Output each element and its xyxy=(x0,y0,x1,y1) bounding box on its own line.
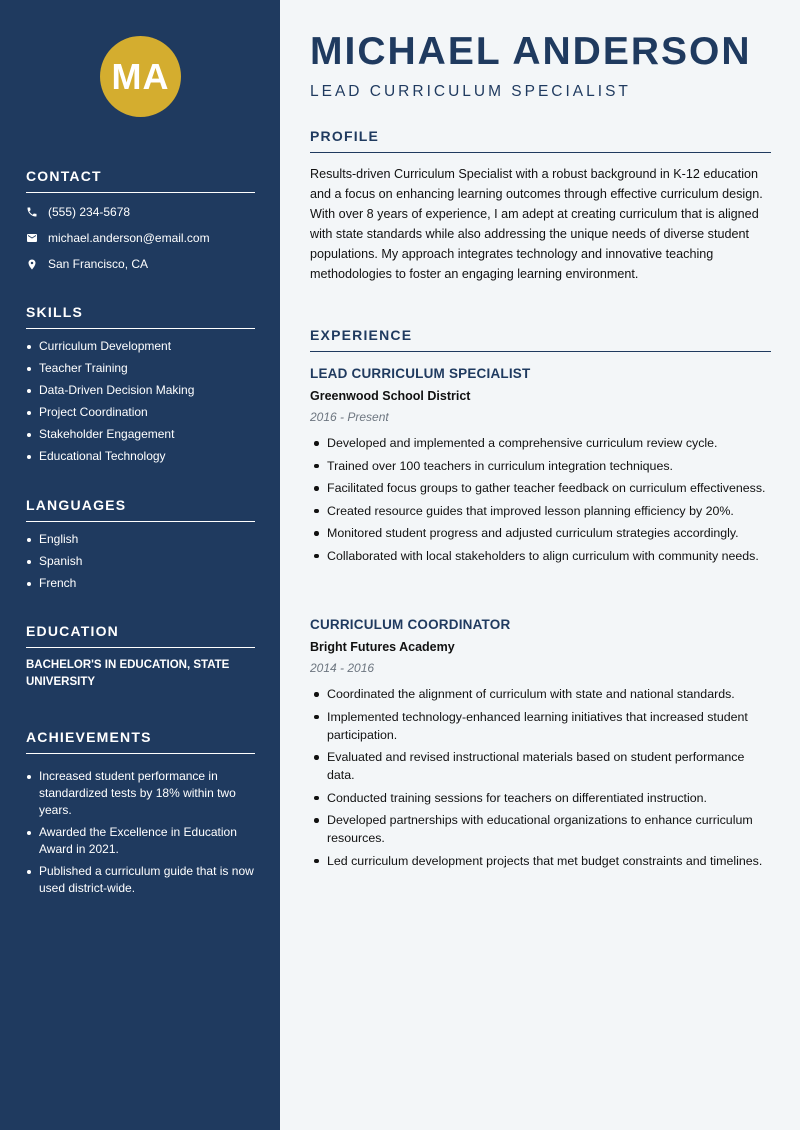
education-heading: EDUCATION xyxy=(26,623,255,648)
languages-section xyxy=(26,497,255,597)
sidebar xyxy=(0,0,280,1130)
list-item: Increased student performance in standardized tests by 18% within two years. xyxy=(26,768,255,819)
list-item: Conducted training sessions for teachers on differentiated instruction. xyxy=(310,789,771,807)
list-item: Monitored student progress and adjusted curriculum strategies accordingly. xyxy=(310,524,771,542)
list-item: Evaluated and revised instructional materials based on student performance data. xyxy=(310,748,771,784)
job-entry xyxy=(310,366,771,569)
list-item: Awarded the Excellence in Education Award in 2021. xyxy=(26,824,255,858)
job-title: LEAD CURRICULUM SPECIALIST xyxy=(310,366,531,381)
job-entry xyxy=(310,617,771,874)
profile-text: Results-driven Curriculum Specialist with a robust background in K-12 education and a focus on enhancing learning outcomes through effective curriculum design. With over 8 years of experience, I am adept at creating curriculum that is aligned with state standards while also addressing the unique needs of diverse student populations. My approach integrates technology and innovative teaching methodologies to foster an engaging learning environment. xyxy=(310,167,763,281)
list-item: Trained over 100 teachers in curriculum integration techniques. xyxy=(310,457,771,475)
list-item: Developed partnerships with educational organizations to enhance curriculum resources. xyxy=(310,811,771,847)
list-item: French xyxy=(26,575,255,592)
list-item: Spanish xyxy=(26,553,255,570)
achievements-section xyxy=(26,729,255,902)
languages-heading: LANGUAGES xyxy=(26,497,255,522)
list-item: Published a curriculum guide that is now used district-wide. xyxy=(26,863,255,897)
list-item: Curriculum Development xyxy=(26,338,255,355)
list-item: Implemented technology-enhanced learning initiatives that increased student participation. xyxy=(310,708,771,744)
job-title: CURRICULUM COORDINATOR xyxy=(310,617,511,632)
avatar: MA xyxy=(100,36,181,117)
contact-phone xyxy=(26,199,255,225)
contact-section xyxy=(26,168,255,277)
list-item: Stakeholder Engagement xyxy=(26,426,255,443)
list-item: Data-Driven Decision Making xyxy=(26,382,255,399)
list-item: Created resource guides that improved lesson planning efficiency by 20%. xyxy=(310,502,771,520)
list-item: English xyxy=(26,531,255,548)
experience-heading: EXPERIENCE xyxy=(310,327,771,352)
job-bullets xyxy=(310,434,771,565)
list-item: Collaborated with local stakeholders to align curriculum with community needs. xyxy=(310,547,771,565)
job-bullets xyxy=(310,685,771,870)
job-organization: Greenwood School District xyxy=(310,389,471,403)
contact-heading: CONTACT xyxy=(26,168,255,193)
phone-icon xyxy=(26,206,48,218)
job-dates: 2014 - 2016 xyxy=(310,661,375,675)
candidate-title: LEAD CURRICULUM SPECIALIST xyxy=(310,83,631,100)
location-text: San Francisco, CA xyxy=(48,257,149,271)
list-item: Coordinated the alignment of curriculum with state and national standards. xyxy=(310,685,771,703)
location-pin-icon xyxy=(26,258,48,271)
education-degree: BACHELOR'S IN EDUCATION, STATE UNIVERSITY xyxy=(26,659,230,688)
list-item: Project Coordination xyxy=(26,404,255,421)
languages-list xyxy=(26,531,255,592)
job-dates: 2016 - Present xyxy=(310,410,389,424)
skills-heading: SKILLS xyxy=(26,304,255,329)
education-section xyxy=(26,623,255,691)
achievements-list xyxy=(26,768,255,897)
contact-location xyxy=(26,251,255,277)
list-item: Educational Technology xyxy=(26,448,255,465)
contact-email xyxy=(26,225,255,251)
email-text: michael.anderson@email.com xyxy=(48,231,210,245)
list-item: Teacher Training xyxy=(26,360,255,377)
job-organization: Bright Futures Academy xyxy=(310,640,455,654)
candidate-name: MICHAEL ANDERSON xyxy=(310,30,752,73)
phone-text: (555) 234-5678 xyxy=(48,205,131,219)
profile-heading: PROFILE xyxy=(310,128,771,153)
skills-list xyxy=(26,338,255,465)
list-item: Developed and implemented a comprehensive curriculum review cycle. xyxy=(310,434,771,452)
mail-icon xyxy=(26,232,48,244)
skills-section xyxy=(26,304,255,470)
achievements-heading: ACHIEVEMENTS xyxy=(26,729,255,754)
list-item: Led curriculum development projects that met budget constraints and timelines. xyxy=(310,852,771,870)
list-item: Facilitated focus groups to gather teacher feedback on curriculum effectiveness. xyxy=(310,479,771,497)
